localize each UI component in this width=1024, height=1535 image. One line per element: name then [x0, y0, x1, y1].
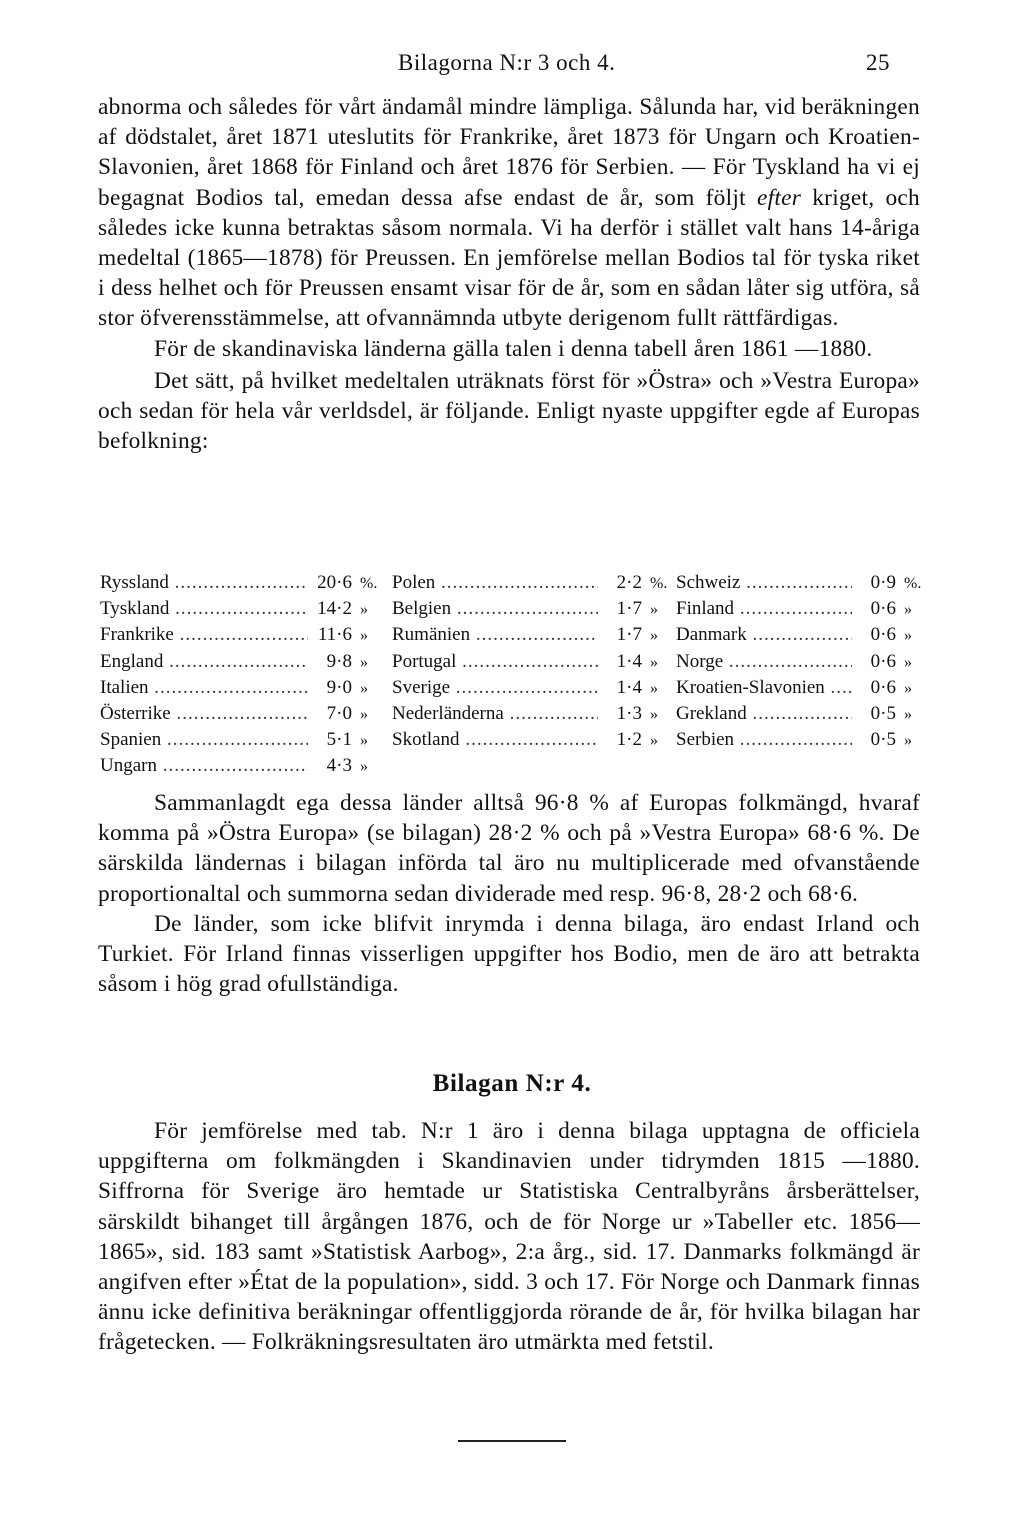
table-row [100, 624, 386, 650]
population-share: 0·6 [870, 624, 896, 646]
table-row [392, 677, 676, 703]
country-name: Rumänien ..... [392, 624, 598, 646]
table-row [676, 677, 930, 703]
table-row [100, 729, 386, 755]
population-share: 7·0 [326, 702, 352, 724]
population-share: 11·6 [317, 624, 352, 646]
unit-mark: » [904, 705, 912, 723]
table-row [676, 624, 930, 650]
table-column-1 [100, 572, 386, 782]
country-name: Ryssland ..... [100, 572, 308, 594]
population-table [100, 572, 930, 782]
table-row [100, 651, 386, 677]
country-name: Grekland ..... [676, 703, 852, 725]
intro-paragraph-1 [98, 92, 920, 334]
unit-mark: » [650, 732, 658, 750]
population-share: 2·2 [616, 572, 642, 593]
country-name: Kroatien-Slavonien ..... [676, 677, 852, 699]
table-row [100, 703, 386, 729]
table-row [392, 572, 676, 598]
unit-mark: » [650, 653, 658, 671]
population-share: 9·8 [326, 650, 352, 672]
unit-mark: %. [650, 575, 668, 592]
population-share: 1·4 [616, 676, 642, 698]
intro-text [98, 92, 920, 456]
population-share: 1·2 [616, 729, 642, 751]
population-share: 0·6 [870, 598, 896, 620]
country-name: Finland ..... [676, 598, 852, 620]
population-share: 5·1 [326, 729, 352, 751]
population-share: 0·5 [870, 702, 896, 724]
country-name: Ungarn ..... [100, 755, 308, 777]
table-row [676, 729, 930, 755]
unit-mark: » [904, 653, 912, 671]
country-name: Skotland ..... [392, 729, 598, 751]
after-table-paragraph-2: De länder, som icke blifvit inrymda i denna bilaga, äro endast Irland och Turkiet. För Irland finnas visserligen uppgifter hos Bodio, men de äro att betrakta såsom i hög grad ofullständiga. [98, 910, 920, 998]
unit-mark: » [360, 627, 368, 645]
population-share: 0·9 [870, 572, 896, 593]
intro-emphasis: efter [756, 184, 802, 211]
table-row [100, 572, 386, 598]
population-share: 1·7 [616, 598, 642, 620]
unit-mark: %. [360, 575, 378, 592]
population-share: 0·5 [870, 729, 896, 751]
country-name: Schweiz ..... [676, 572, 852, 594]
population-share: 1·7 [616, 624, 642, 646]
after-table-text [98, 788, 920, 999]
running-head [98, 50, 920, 86]
table-row [100, 755, 386, 781]
unit-mark: » [360, 758, 368, 776]
table-row [392, 729, 676, 755]
population-share: 14·2 [317, 598, 352, 620]
country-name: Polen ..... [392, 572, 598, 594]
table-column-2 [392, 572, 676, 755]
running-title: Bilagorna N:r 3 och 4. [398, 50, 616, 75]
table-row [392, 598, 676, 624]
unit-mark: » [650, 679, 658, 697]
intro-paragraph-1-start: abnorma och således för vårt ändamål mindre lämpliga. Sålunda har, vid beräkningen af dödstalet, året 1871 uteslutits för Frankrike, året 1873 för Ungarn och Kroatien-Slavonien, året 1868 för Finland och året 1876 för Serbien. — För Tyskland ha vi ej begagnat Bodios tal, emedan dessa afse endast de år, som följt [98, 94, 920, 211]
table-row [676, 598, 930, 624]
unit-mark: » [360, 653, 368, 671]
country-name: Spanien ..... [100, 729, 308, 751]
country-name: Belgien ..... [392, 598, 598, 620]
table-row [100, 598, 386, 624]
country-name: Serbien ..... [676, 729, 852, 751]
after-table-paragraph-1: Sammanlagdt ega dessa länder alltså 96·8 % af Europas folkmängd, hvaraf komma på »Östra Europa» (se bilagan) 28·2 % och på »Vestra Europa» 68·6 %. De särskilda ländernas i bilagan införda tal äro nu multiplicerade med ofvanstående proportionaltal och summorna sedan dividerade med resp. 96·8, 28·2 och 68·6. [98, 790, 920, 907]
page-number: 25 [866, 50, 890, 75]
unit-mark: » [650, 705, 658, 723]
unit-mark: » [650, 627, 658, 645]
unit-mark: » [904, 627, 912, 645]
country-name: Tyskland ..... [100, 598, 308, 620]
unit-mark: » [904, 732, 912, 750]
section-text [98, 1116, 920, 1358]
intro-paragraph-2: För de skandinaviska länderna gälla talen i denna tabell åren 1861 —1880. [154, 335, 873, 362]
table-row [676, 572, 930, 598]
population-share: 9·0 [326, 676, 352, 698]
unit-mark: » [904, 601, 912, 619]
country-name: England ..... [100, 651, 308, 673]
unit-mark: » [650, 601, 658, 619]
intro-paragraph-3: Det sätt, på hvilket medeltalen uträknats först för »Östra» och »Vestra Europa» och sedan för hela vår verldsdel, är följande. Enligt nyaste uppgifter egde af Europas befolkning: [98, 367, 920, 455]
section-heading: Bilagan N:r 4. [432, 1070, 592, 1097]
unit-mark: %. [904, 575, 922, 592]
table-row [676, 703, 930, 729]
country-name: Frankrike ..... [100, 624, 308, 646]
population-share: 1·3 [616, 702, 642, 724]
country-name: Sverige ..... [392, 677, 598, 699]
country-name: Norge ..... [676, 651, 852, 673]
country-name: Österrike ..... [100, 703, 308, 725]
unit-mark: » [360, 601, 368, 619]
population-share: 4·3 [326, 755, 352, 777]
table-row [100, 677, 386, 703]
intro-paragraph-1-end: kriget, och således icke kunna betraktas såsom normala. Vi ha derför i stället valt hans 14-åriga medeltal (1865—1878) för Preussen. En jemförelse mellan Bodios tal för tyska riket i dess helhet och för Preussen ensamt visar för de år, som en sådan låter sig utföra, så stor öfverensstämmelse, att ofvannämnda utbyte derigenom fullt rättfärdigas. [98, 184, 920, 332]
population-share: 0·6 [870, 676, 896, 698]
population-share: 0·6 [870, 650, 896, 672]
unit-mark: » [360, 732, 368, 750]
table-column-3 [676, 572, 930, 755]
table-row [392, 651, 676, 677]
unit-mark: » [360, 705, 368, 723]
section-paragraph-1: För jemförelse med tab. N:r 1 äro i denna bilaga upptagna de officiela uppgifterna om folkmängden i Skandinavien under tidrymden 1815 —1880. Siffrorna för Sverige äro hemtade ur Statistiska Centralbyråns årsberättelser, särskildt bihanget till årgången 1876, och de för Norge ur »Tabeller etc. 1856—1865», sid. 183 samt »Statistisk Aarbog», 2:a årg., sid. 17. Danmarks folkmängd är angifven efter »État de la population», sidd. 3 och 17. För Norge och Danmark finnas ännu icke definitiva beräkningar offentliggjorda rörande de år, för hvilka bilagan har frågetecken. — Folkräkningsresultaten äro utmärkta med fetstil. [98, 1118, 920, 1356]
country-name: Nederländerna ..... [392, 703, 598, 725]
table-row [392, 703, 676, 729]
population-share: 20·6 [317, 572, 352, 593]
unit-mark: » [904, 679, 912, 697]
end-rule [458, 1440, 566, 1442]
table-row [392, 624, 676, 650]
country-name: Danmark ..... [676, 624, 852, 646]
country-name: Italien ..... [100, 677, 308, 699]
population-share: 1·4 [616, 650, 642, 672]
table-row [676, 651, 930, 677]
unit-mark: » [360, 679, 368, 697]
country-name: Portugal ..... [392, 651, 598, 673]
